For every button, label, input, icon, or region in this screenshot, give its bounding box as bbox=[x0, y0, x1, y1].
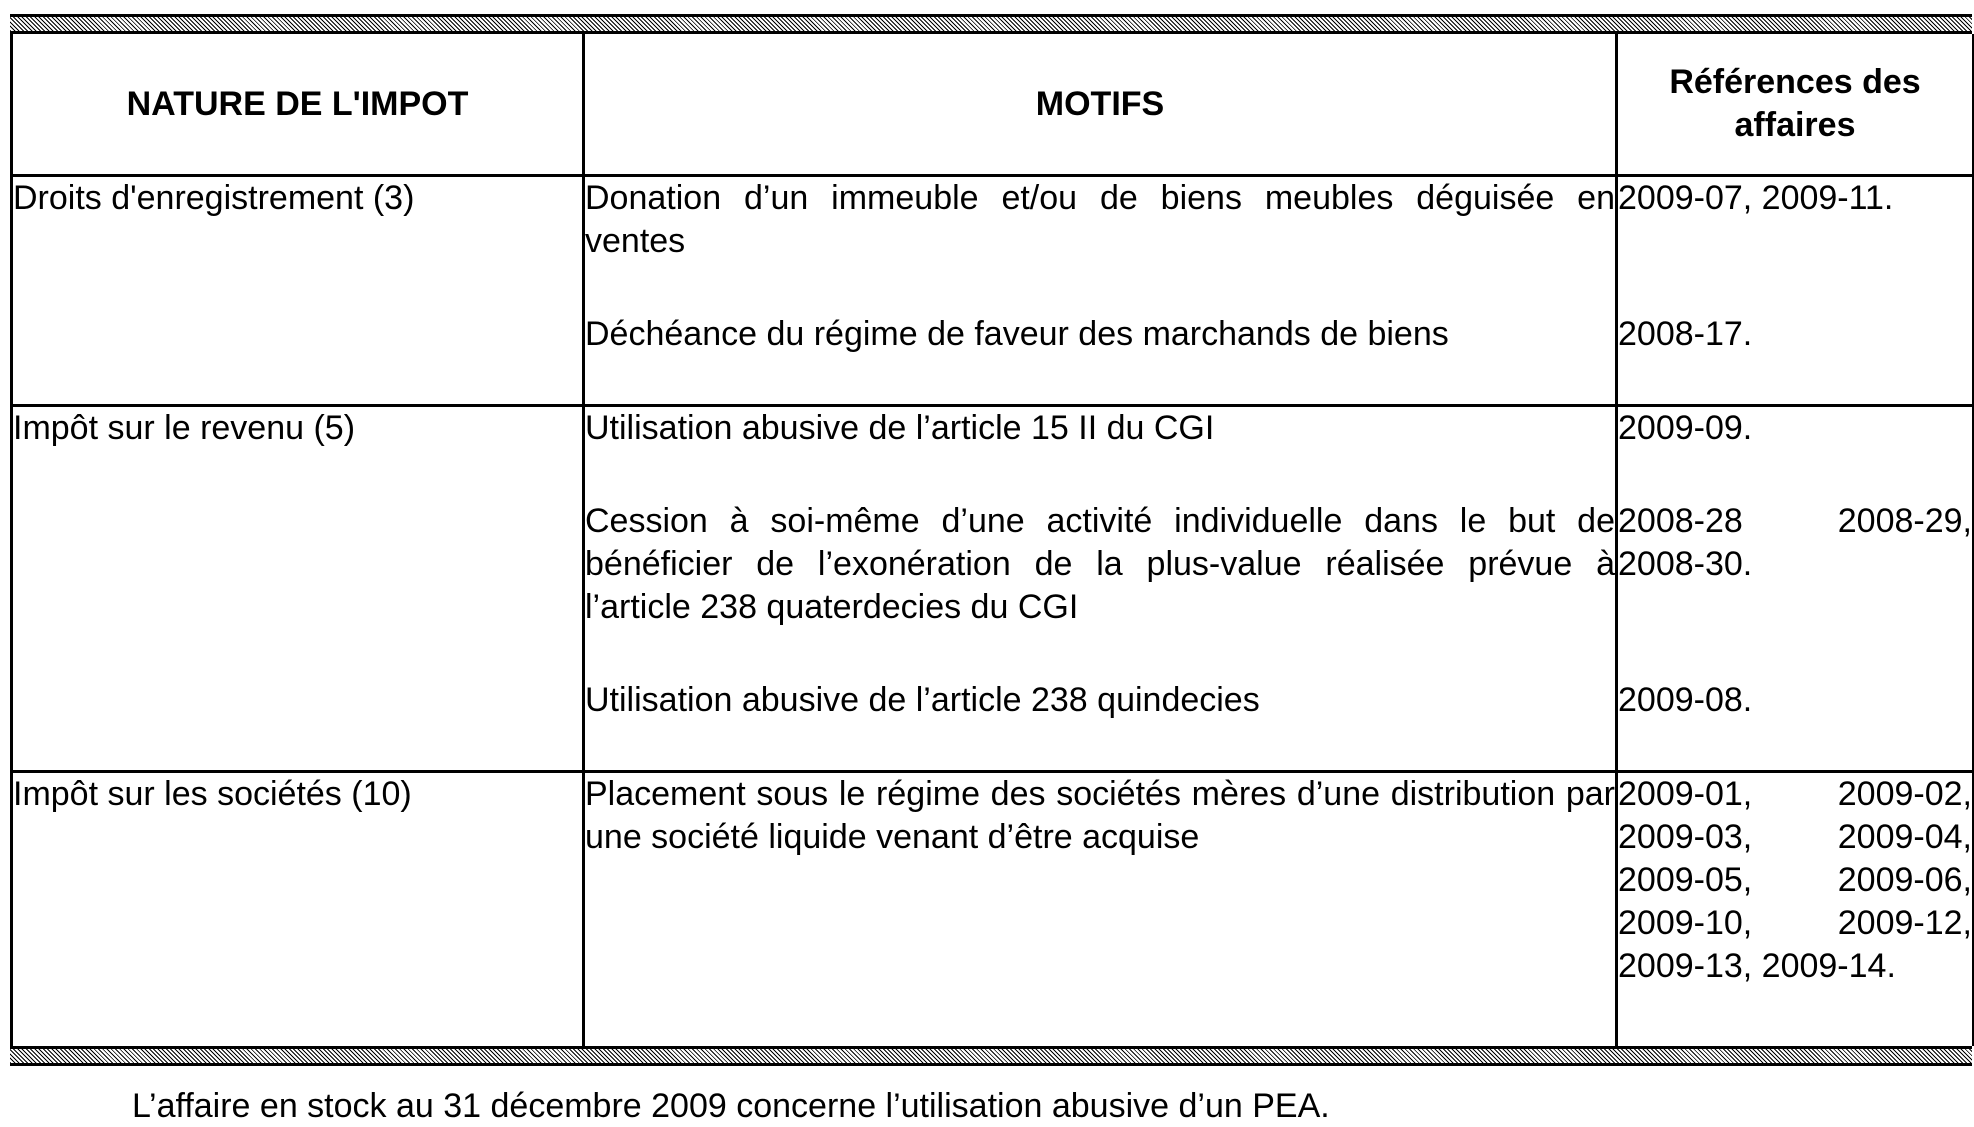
header-motifs: MOTIFS bbox=[584, 34, 1617, 176]
motif-text: Placement sous le régime des sociétés mères d’une distribution par une société liquide venant d’être acquise bbox=[585, 775, 1615, 856]
motif-text: Déchéance du régime de faveur des marchands de biens bbox=[585, 315, 1449, 353]
refs-cell bbox=[1617, 406, 1974, 772]
nature-cell: Impôt sur le revenu (5) bbox=[12, 406, 584, 772]
cases-table bbox=[10, 34, 1974, 1046]
refs-text: 2008-17. bbox=[1618, 315, 1753, 353]
header-row bbox=[12, 34, 1974, 176]
refs-cell bbox=[1617, 772, 1974, 1047]
header-nature: NATURE DE L'IMPOT bbox=[12, 34, 584, 176]
motifs-cell bbox=[584, 772, 1617, 1047]
footnote: L’affaire en stock au 31 décembre 2009 concerne l’utilisation abusive d’un PEA. bbox=[132, 1087, 1330, 1125]
refs-text: 2009-08. bbox=[1618, 681, 1753, 719]
refs-text: 2009-07, 2009-11. bbox=[1618, 179, 1894, 217]
refs-text: 2009-01, 2009-02, 2009-03, 2009-04, 2009-05, 2009-06, 2009-10, 2009-12, 2009-13, 2009-14. bbox=[1618, 775, 1972, 985]
top-rule bbox=[10, 14, 1972, 34]
header-references-line2: affaires bbox=[1734, 106, 1856, 144]
motif-text: Donation d’un immeuble et/ou de biens meubles déguisée en ventes bbox=[585, 179, 1615, 260]
table-row bbox=[12, 176, 1974, 406]
motif-text: Cession à soi-même d’une activité individuelle dans le but de bénéficier de l’exonération de la plus-value réalisée prévue à l’article 238 quaterdecies du CGI bbox=[585, 502, 1615, 626]
header-references bbox=[1617, 34, 1974, 176]
nature-cell: Droits d'enregistrement (3) bbox=[12, 176, 584, 406]
motif-text: Utilisation abusive de l’article 238 quindecies bbox=[585, 681, 1260, 719]
motifs-cell bbox=[584, 176, 1617, 406]
table-row bbox=[12, 772, 1974, 1047]
header-references-line1: Références des bbox=[1669, 63, 1921, 101]
refs-text: 2008-28 2008-29, 2008-30. bbox=[1618, 502, 1972, 583]
motifs-cell bbox=[584, 406, 1617, 772]
table-row bbox=[12, 406, 1974, 772]
refs-cell bbox=[1617, 176, 1974, 406]
refs-text: 2009-09. bbox=[1618, 409, 1753, 447]
nature-cell: Impôt sur les sociétés (10) bbox=[12, 772, 584, 1047]
motif-text: Utilisation abusive de l’article 15 II du CGI bbox=[585, 409, 1215, 447]
bottom-rule bbox=[10, 1046, 1972, 1066]
